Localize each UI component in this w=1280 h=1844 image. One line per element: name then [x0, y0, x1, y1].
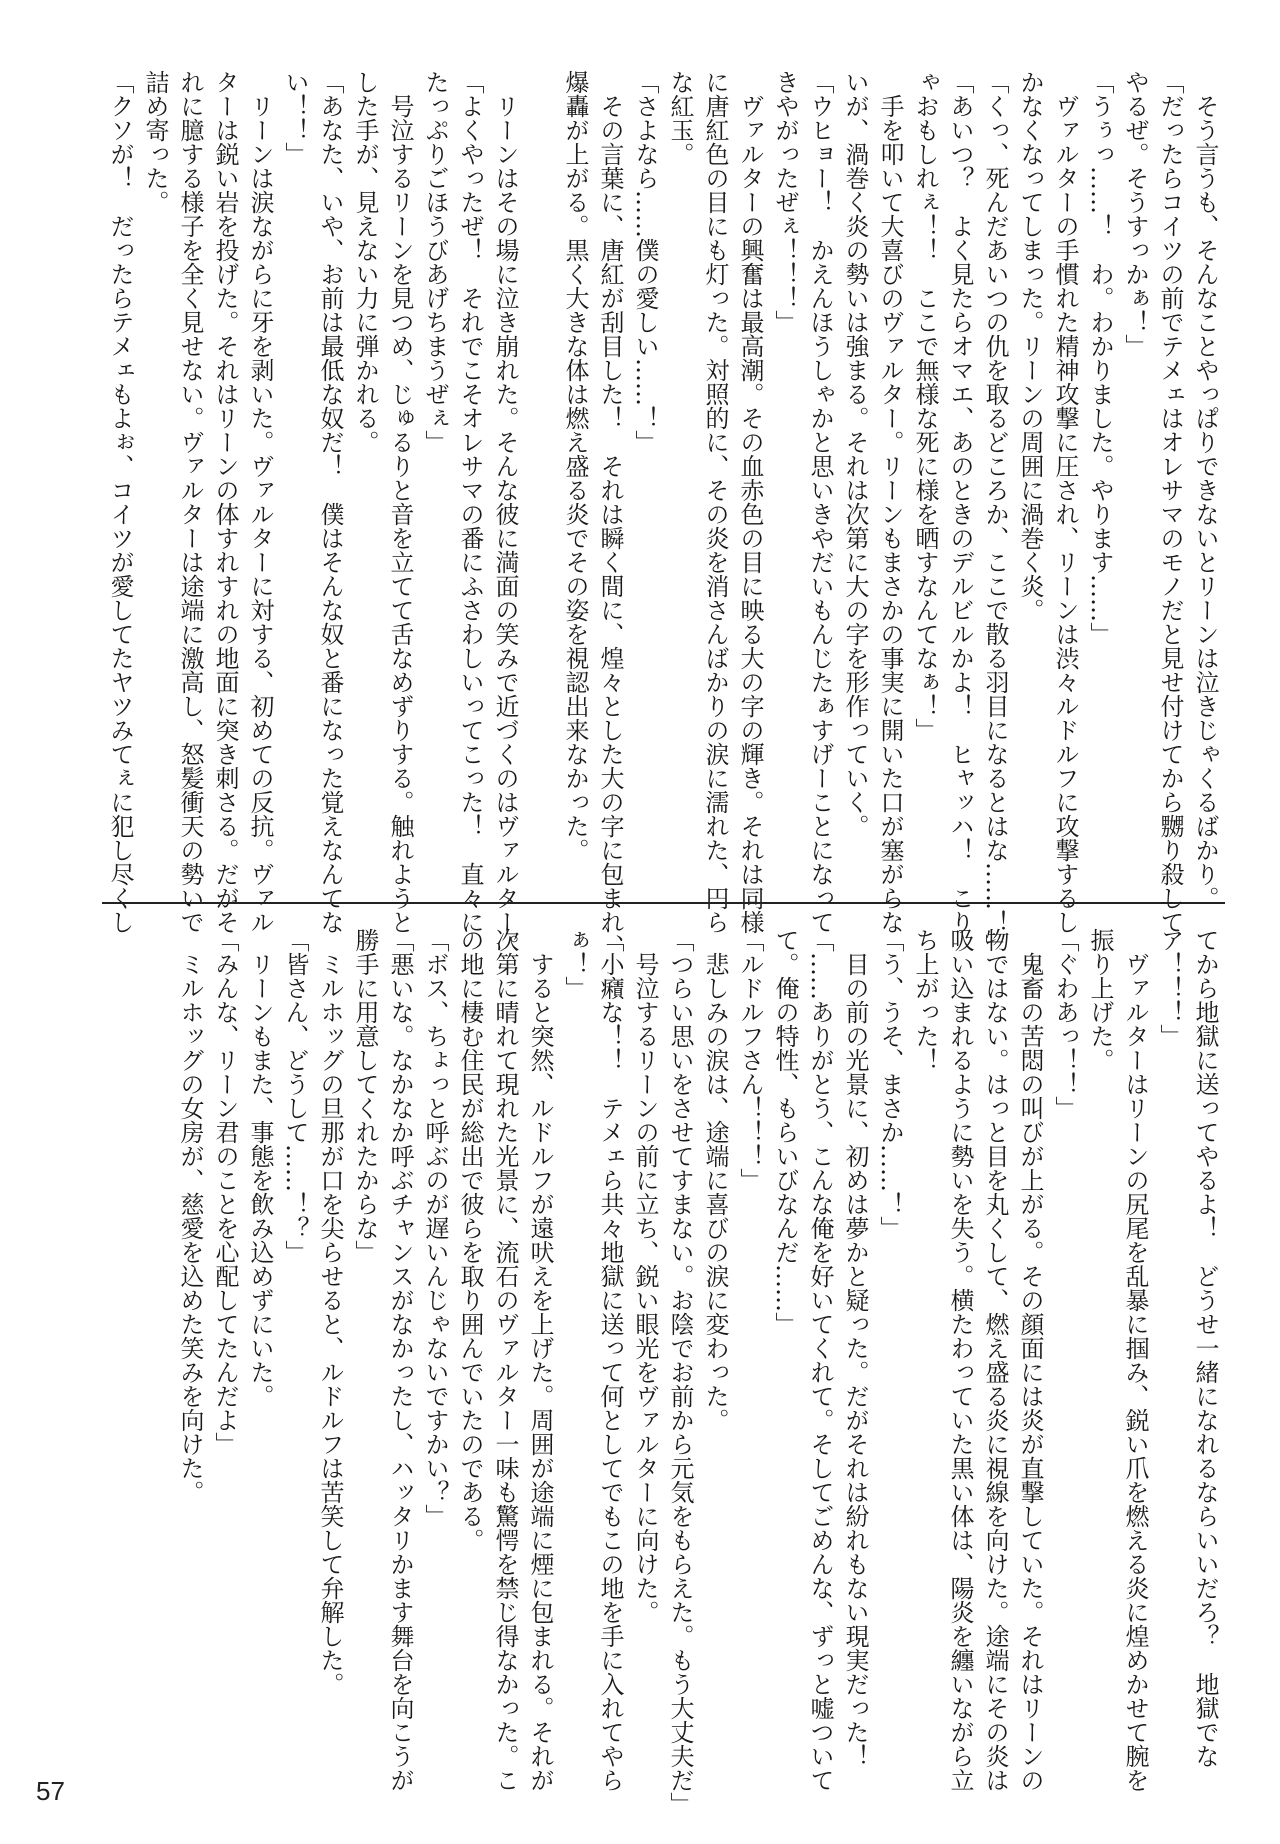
text-line: ヴァルターはリーンの尻尾を乱暴に掴み、鋭い爪を燃える炎に煌めかせて腕を [1121, 928, 1149, 1792]
text-line: 詰め寄った。 [141, 70, 169, 214]
text-line: ターは鋭い岩を投げた。それはリーンの体すれすれの地面に突き刺さる。だがそ [211, 70, 239, 934]
text-line: 「あいつ？ よく見たらオマエ、あのときのデルビルかよ！ ヒャッハ！ こり [946, 70, 974, 934]
text-line: リーンは涙ながらに牙を剥いた。ヴァルターに対する、初めての反抗。ヴァル [246, 70, 274, 934]
text-line: 手を叩いて大喜びのヴァルター。リーンもまさかの事実に開いた口が塞がらな [876, 70, 904, 934]
blank-line [522, 70, 557, 900]
text-line: した手が、見えない力に弾かれる。 [351, 70, 379, 454]
text-line: 「悪いな。なかなか呼ぶチャンスがなかったし、ハッタリかます舞台を向こうが [386, 928, 414, 1792]
text-line: 「うぅっ……！ わ。わかりました。やります……」 [1086, 70, 1114, 646]
text-line: 「小癪な！！ テメェら共々地獄に送って何としてでもこの地を手に入れてやら [596, 928, 624, 1792]
text-line: その言葉に、唐紅が刮目した！ それは瞬く間に、煌々とした大の字に包まれ、 [596, 70, 624, 958]
text-line: 吸い込まれるように勢いを失う。横たわっていた黒い体は、陽炎を纏いながら立 [946, 928, 974, 1792]
text-line: 「つらい思いをさせてすまない。お陰でお前から元気をもらえた。もう大丈夫だ」 [666, 928, 694, 1816]
text-line: 次第に晴れて現れた光景に、流石のヴァルター一味も驚愕を禁じ得なかった。こ [491, 928, 519, 1792]
text-line: リーンはその場に泣き崩れた。そんな彼に満面の笑みで近づくのはヴァルター。 [491, 70, 519, 958]
text-line: 「ルドルフさん！！！」 [736, 928, 764, 1192]
text-line: ヴァルターの手慣れた精神攻撃に圧され、リーンは渋々ルドルフに攻撃するし [1051, 70, 1079, 934]
text-line: ア！！！」 [1156, 928, 1184, 1048]
text-line: ち上がった！ [911, 928, 939, 1072]
section-divider [102, 902, 1225, 904]
text-line: ヴァルターの興奮は最高潮。その血赤色の目に映る大の字の輝き。それは同様 [736, 70, 764, 934]
text-line: 「ぐわあっ！！」 [1051, 928, 1079, 1120]
text-line: れに臆する様子を全く見せない。ヴァルターは途端に激高し、怒髪衝天の勢いで [176, 70, 204, 934]
text-line: 目の前の光景に、初めは夢かと疑った。だがそれは紛れもない現実だった！ [841, 928, 869, 1768]
text-line: 「皆さん、どうして……！？」 [281, 928, 309, 1264]
text-line: 「だったらコイツの前でテメェはオレサマのモノだと見せ付けてから嬲り殺して [1156, 70, 1184, 934]
text-line: 「……ありがとう、こんな俺を好いてくれて。そしてごめんな、ずっと嘘ついて [806, 928, 834, 1792]
text-line: て。俺の特性、もらいびなんだ……」 [771, 928, 799, 1336]
text-line: 号泣するリーンの前に立ち、鋭い眼光をヴァルターに向けた。 [631, 928, 659, 1624]
text-line: リーンもまた、事態を飲み込めずにいた。 [246, 928, 274, 1408]
bottom-text-block [172, 928, 1222, 1816]
text-line: 勝手に用意してくれたからな」 [351, 928, 379, 1264]
text-line: 振り上げた。 [1086, 928, 1114, 1072]
text-line: そう言うも、そんなことやっぱりできないとリーンは泣きじゃくるばかり。 [1191, 70, 1219, 910]
text-line: 「よくやったぜ！ それでこそオレサマの番にふさわしいってこった！ 直々に [456, 70, 484, 934]
text-line: 爆轟が上がる。黒く大きな体は燃え盛る炎でその姿を視認出来なかった。 [561, 70, 589, 862]
top-text-block [102, 70, 1222, 958]
text-line: 「ボス、ちょっと呼ぶのが遅いんじゃないですかい？」 [421, 928, 449, 1528]
text-line: 物ではない。はっと目を丸くして、燃え盛る炎に視線を向けた。途端にその炎は [981, 928, 1009, 1792]
text-line: たっぷりごほうびあげちまうぜぇ」 [421, 70, 449, 454]
text-line: ミルホッグの女房が、慈愛を込めた笑みを向けた。 [176, 928, 204, 1504]
text-line: いが、渦巻く炎の勢いは強まる。それは次第に大の字を形作っていく。 [841, 70, 869, 838]
text-line: かなくなってしまった。リーンの周囲に渦巻く炎。 [1016, 70, 1044, 622]
text-line: 「さよなら……僕の愛しい……！」 [631, 70, 659, 454]
text-line: 「くっ、死んだあいつの仇を取るどころか、ここで散る羽目になるとはな……！」 [981, 70, 1009, 958]
text-line: ゃおもしれぇ！！ ここで無様な死に様を晒すなんてなぁ！」 [911, 70, 939, 742]
text-line: てから地獄に送ってやるよ！ どうせ一緒になれるならいいだろ？ 地獄でな [1191, 928, 1219, 1768]
text-line: い！！」 [281, 70, 309, 166]
text-line: 「ウヒョー！ かえんほうしゃかと思いきやだいもんじたぁすげーことになって [806, 70, 834, 934]
text-line: 号泣するリーンを見つめ、じゅるりと音を立てて舌なめずりする。触れようと [386, 70, 414, 934]
text-line: やるぜ。そうすっかぁ！」 [1121, 70, 1149, 358]
text-line: ぁ！」 [561, 928, 589, 1000]
text-line: 「う、うそ、まさか……！」 [876, 928, 904, 1240]
text-line: 「クソが！ だったらテメェもよぉ、コイツが愛してたヤツみてぇに犯し尽くし [106, 70, 134, 934]
text-line: の地に棲む住民が総出で彼らを取り囲んでいたのである。 [456, 928, 484, 1552]
text-line: 「みんな、リーン君のことを心配してたんだよ」 [211, 928, 239, 1456]
text-line: 悲しみの涙は、途端に喜びの涙に変わった。 [701, 928, 729, 1432]
text-line: ミルホッグの旦那が口を尖らせると、ルドルフは苦笑して弁解した。 [316, 928, 344, 1696]
text-line: 鬼畜の苦悶の叫びが上がる。その顔面には炎が直撃していた。それはリーンの [1016, 928, 1044, 1792]
text-line: 「あなた、いや、お前は最低な奴だ！ 僕はそんな奴と番になった覚えなんてな [316, 70, 344, 934]
page-number: 57 [36, 1776, 65, 1806]
text-line: すると突然、ルドルフが遠吠えを上げた。周囲が途端に煙に包まれる。それが [526, 928, 554, 1792]
text-line: に唐紅色の目にも灯った。対照的に、その炎を消さんばかりの涙に濡れた、円ら [701, 70, 729, 934]
text-line: きやがったぜぇ！！！」 [771, 70, 799, 334]
text-line: な紅玉。 [666, 70, 694, 166]
